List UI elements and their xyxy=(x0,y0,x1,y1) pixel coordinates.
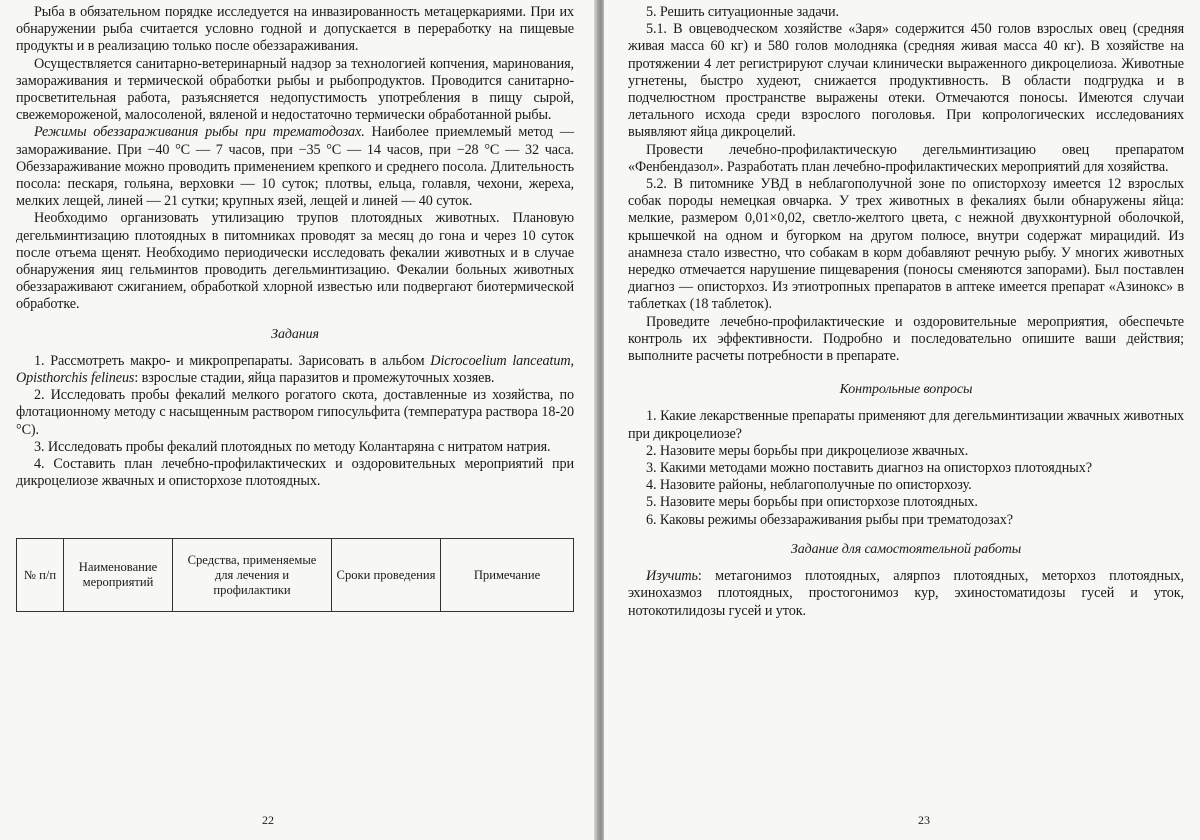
species-name: Dicrocoelium lanceatum xyxy=(430,352,571,369)
task-item-4: 4. Составить план лечебно-профилактических и оздоровительных мероприятий при дикроцелиозе жвачных и описторхозе плотоядных. xyxy=(16,456,574,490)
self-study-text: Изучить: метагонимоз плотоядных, алярпоз плотоядных, меторхоз плотоядных, эхинохазмоз плотоядных, простогонимоз кур, эхиностоматидозы гусей и уток, нотокотилидозы гусей и уток. xyxy=(628,568,1184,619)
question-item: 6. Каковы режимы обеззараживания рыбы при трематодозах? xyxy=(646,511,1013,528)
left-page xyxy=(0,0,596,840)
task-item-3: 3. Исследовать пробы фекалий плотоядных по методу Колантаряна с нитратом натрия. xyxy=(34,438,551,455)
control-questions-heading: Контрольные вопросы xyxy=(839,382,973,398)
tasks-heading: Задания xyxy=(271,326,319,342)
question-item: 2. Назовите меры борьбы при дикроцелиозе жвачных. xyxy=(646,442,969,459)
paragraph-disinfection-modes xyxy=(16,124,574,210)
task-item-1: 1. Рассмотреть макро- и микропрепараты. Зарисовать в альбом Dicrocoelium lanceatum, Opisthorchis felineus: взрослые стадии, яйца паразитов и промежуточных хозяев. xyxy=(16,352,574,387)
study-label: Изучить xyxy=(646,568,698,585)
table-header-cell: Средства, применяемые для лечения и профилактики xyxy=(173,539,332,612)
disinfection-modes-title: Режимы обеззараживания рыбы при трематодозах. xyxy=(34,124,365,141)
question-item: 5. Назовите меры борьбы при описторхозе плотоядных. xyxy=(646,494,978,511)
paragraph-fish-inspection: Рыба в обязательном порядке исследуется на инвазированность метацеркариями. При их обнаружении рыба считается условно годной и допускается в переработку на пищевые продукты и в реализацию только после обеззараживания. xyxy=(16,4,574,55)
question-item: 4. Назовите районы, неблагополучные по описторхозу. xyxy=(646,477,972,494)
paragraph-carcass-utilization: Необходимо организовать утилизацию трупов плотоядных животных. Плановую дегельминтизацию плотоядных в питомниках проводят за месяц до гона и через 10 суток после отъема щенят. Необходимо периодически исследовать фекалии животных и в случае обнаружения яиц гельминтов проводить дегельминтизацию. Фекалии больных животных обеззараживают сжиганием, обработкой хлорной известью или подвергают биотермической обработке. xyxy=(16,210,574,313)
page-number: 22 xyxy=(262,813,274,827)
species-name: Opisthorchis felineus xyxy=(16,370,135,387)
case-5-2: 5.2. В питомнике УВД в неблагополучной зоне по описторхозу имеется 12 взрослых собак породы немецкая овчарка. У трех животных в фекалиях были обнаружены яйца: мелкие, размером 0,01×0,02, светло-желтого цвета, с нежной двухконтурной оболочкой, крышечкой на одном и бугорком на другом полюсе, внутри содержат мирацидий. Из анамнеза стало известно, что собакам в корм добавляют речную рыбу. У многих животных нередко отмечается нарушение пищеварения (поносы сменяются запорами). Был поставлен диагноз — описторхоз. Из этиотропных препаратов в аптеке имеется препарат «Азинокс» в таблетках (18 таблеток). xyxy=(628,176,1184,313)
page-number: 23 xyxy=(918,813,930,827)
measures-plan-table xyxy=(16,538,574,612)
case-5-1-task: Провести лечебно-профилактическую дегельминтизацию овец препаратом «Фенбендазол». Разработать план лечебно-профилактических мероприятий для хозяйства. xyxy=(628,141,1184,175)
right-page xyxy=(604,0,1200,840)
case-5-2-task: Проведите лечебно-профилактические и оздоровительные мероприятия, обеспечьте контроль их эффективности. Подробно и последовательно опишите ваши действия; выполните расчеты потребности в препарате. xyxy=(628,313,1184,365)
task-item-2: 2. Исследовать пробы фекалий мелкого рогатого скота, доставленные из хозяйства, по флотационному методу с насыщенным раствором гипосульфита (температура раствора 18-20 °С). xyxy=(16,387,574,438)
question-item: 1. Какие лекарственные препараты применяют для дегельминтизации жвачных животных при дикроцелиозе? xyxy=(628,408,1184,442)
table-header-cell: № п/п xyxy=(17,539,64,612)
table-header-cell: Наименование мероприятий xyxy=(64,539,173,612)
question-item: 3. Какими методами можно поставить диагноз на описторхоз плотоядных? xyxy=(646,460,1092,477)
paragraph-sanitary-supervision: Осуществляется санитарно-ветеринарный надзор за технологией копчения, маринования, замораживания и термической обработки рыбы и рыбопродуктов. Проводится санитарно-просветительная работа, разъясняется недопустимость употребления в пищу сырой, свежемороженой, малосоленой, вяленой и недостаточно термически обработанной рыбы. xyxy=(16,55,574,124)
table-header-cell: Примечание xyxy=(441,539,574,612)
case-5-1: 5.1. В овцеводческом хозяйстве «Заря» содержится 450 голов взрослых овец (средняя живая масса 60 кг) и 580 голов молодняка (средняя живая масса 40 кг). В хозяйстве на протяжении 4 лет регистрируют случаи клинически выраженного дикроцелиоза. Животные угнетены, быстро худеют, снижается продуктивность. В области подгрудка и в подчелюстном пространстве выражены отеки. Отмечаются поносы. Имеются случаи летального исхода среди взрослого поголовья. При копрологических исследованиях выявляют яйца дикроцелий. xyxy=(628,21,1184,141)
table-header-row xyxy=(17,539,574,612)
table-header-cell: Сроки проведения xyxy=(332,539,441,612)
disinfection-modes-text: Наиболее приемлемый метод — замораживание. При −40 °С — 7 часов, при −35 °С — 14 часов, при −28 °С — 32 часа. Обеззараживание можно проводить применением крепкого и среднего посола. Длительность посола: пескаря, гольяна, верховки — 10 суток; плотвы, ельца, голавля, чехони, жереха, мелких лещей, линей — 21 сутки; крупных язей, лещей и линей — 40 суток. xyxy=(16,124,574,210)
situational-tasks-title: 5. Решить ситуационные задачи. xyxy=(646,4,839,20)
self-study-heading: Задание для самостоятельной работы xyxy=(790,541,1022,557)
